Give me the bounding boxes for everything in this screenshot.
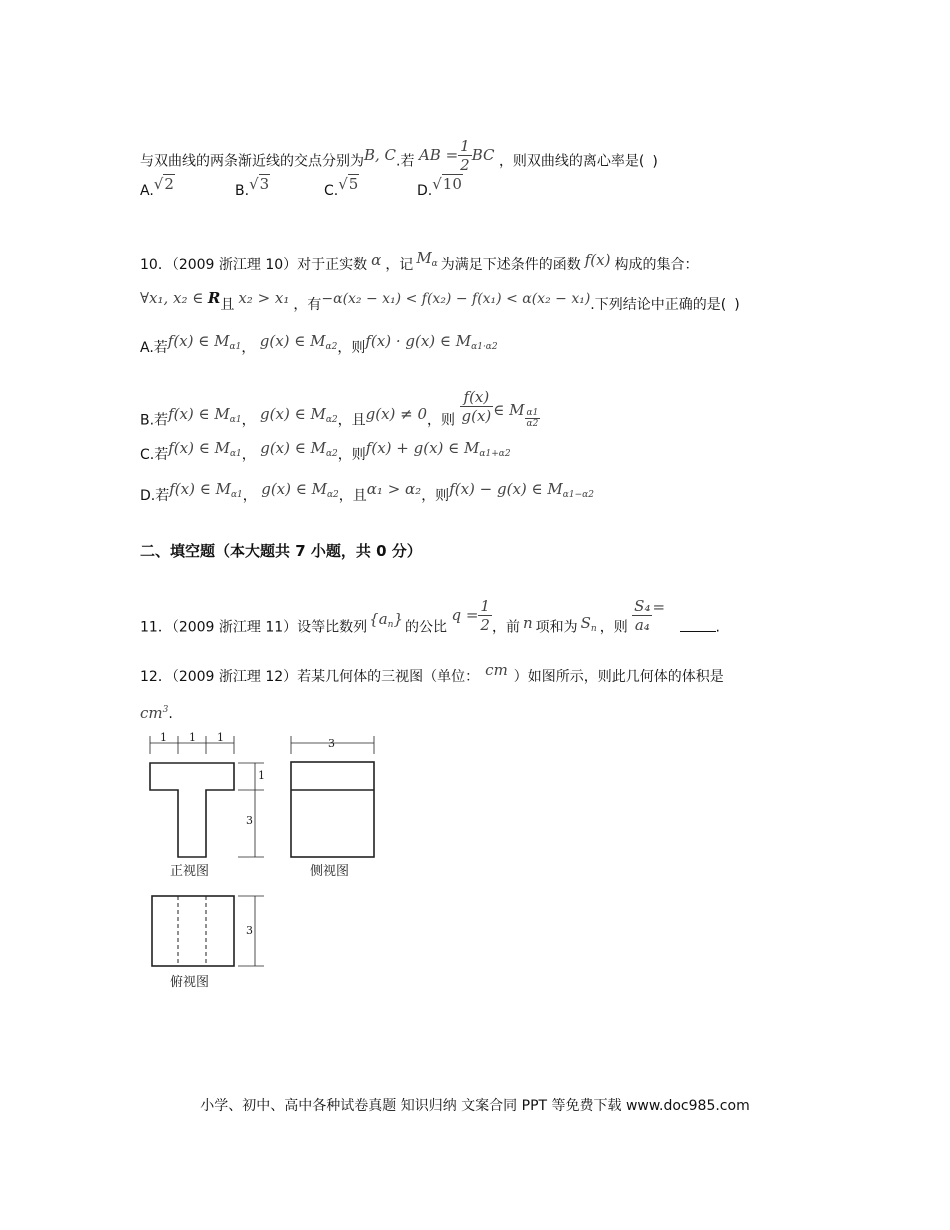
dim-label: 3 <box>246 924 253 937</box>
q10-line-2: ∀x₁, x₂ ∈ R且 x₂ > x₁ ，有−α(x₂ − x₁) < f(x₂) − f(x₁) < α(x₂ − x₁).下列结论中正确的是( ) <box>140 289 740 313</box>
side-view-shape <box>291 762 374 857</box>
q10-option-d[interactable]: D.若f(x) ∈ $M_{\alpha 1}$， g(x) ∈ $M_{\alpha 2}$，且α₁ > α₂，则f(x) − g(x) ∈ $M_{\alpha 1-\alpha 2}$ <box>140 480 594 504</box>
three-view-figure <box>140 730 390 1000</box>
q10-option-c[interactable]: C.若f(x) ∈ $M_{\alpha 1}$， g(x) ∈ $M_{\alpha 2}$，则f(x) + g(x) ∈ $M_{\alpha 1+\alpha 2}$ <box>140 439 511 463</box>
q9-line: 与双曲线的两条渐近线的交点分别为B, C.若 AB = $\frac{1}{2}$ BC ，则双曲线的离心率是( ) <box>140 137 658 174</box>
front-view-label: 正视图 <box>170 864 210 879</box>
dim-label: 3 <box>328 737 335 750</box>
section-heading: 二、填空题（本大题共 7 小题，共 0 分） <box>140 542 422 560</box>
q10-line-1: 10．（2009 浙江理 10）对于正实数 α ，记 $M_\alpha$ 为满足下述条件的函数 f(x) 构成的集合： <box>140 249 699 273</box>
q11-answer-blank[interactable] <box>680 617 716 632</box>
dim-label: 1 <box>160 731 167 744</box>
dim-label: 3 <box>246 814 253 827</box>
q10-option-b[interactable]: B.若f(x) ∈ $M_{\alpha 1}$， g(x) ∈ $M_{\alpha 2}$，且g(x) ≠ 0，则 $\frac{f(x)}{g(x)}$ ∈ M $\frac{\alpha 1}{\alpha 2}$ <box>140 388 539 429</box>
q10-option-a[interactable]: A.若f(x) ∈ $M_{\alpha 1}$， g(x) ∈ $M_{\alpha 2}$，则f(x) · g(x) ∈ $M_{\alpha 1\cdot\alpha 2}$ <box>140 332 498 356</box>
side-view-label: 侧视图 <box>310 864 350 879</box>
q9-option-b[interactable]: B.√3 <box>235 175 270 199</box>
q12-line-1: 12．（2009 浙江理 12）若某几何体的三视图（单位： cm ）如图所示，则此几何体的体积是 <box>140 661 724 685</box>
q12-line-2: $cm^3$. <box>140 704 173 722</box>
dim-label: 1 <box>258 769 265 782</box>
dim-label: 1 <box>189 731 196 744</box>
top-view-label: 俯视图 <box>170 975 210 990</box>
q9-half: $\frac{1}{2}$ <box>460 137 470 174</box>
top-view-shape <box>152 896 234 966</box>
q9-option-c[interactable]: C.√5 <box>324 175 359 199</box>
q9-bc: B, C <box>364 145 397 164</box>
dim-label: 1 <box>217 731 224 744</box>
q9-option-d[interactable]: D.√10 <box>417 175 462 199</box>
front-view-shape <box>150 763 234 857</box>
q9-option-a[interactable]: A.√2 <box>140 175 174 199</box>
page-footer[interactable]: 小学、初中、高中各种试卷真题 知识归纳 文案合同 PPT 等免费下载 www.doc985.com <box>200 1098 750 1114</box>
q11-line: 11．（2009 浙江理 11）设等比数列 $\{a_n\}$ 的公比 q = $\frac{1}{2}$ ，前 n 项和为 $S_n$ ，则 $\frac{\text{S₄}}{\text{a₄}}$ = . <box>140 597 720 636</box>
